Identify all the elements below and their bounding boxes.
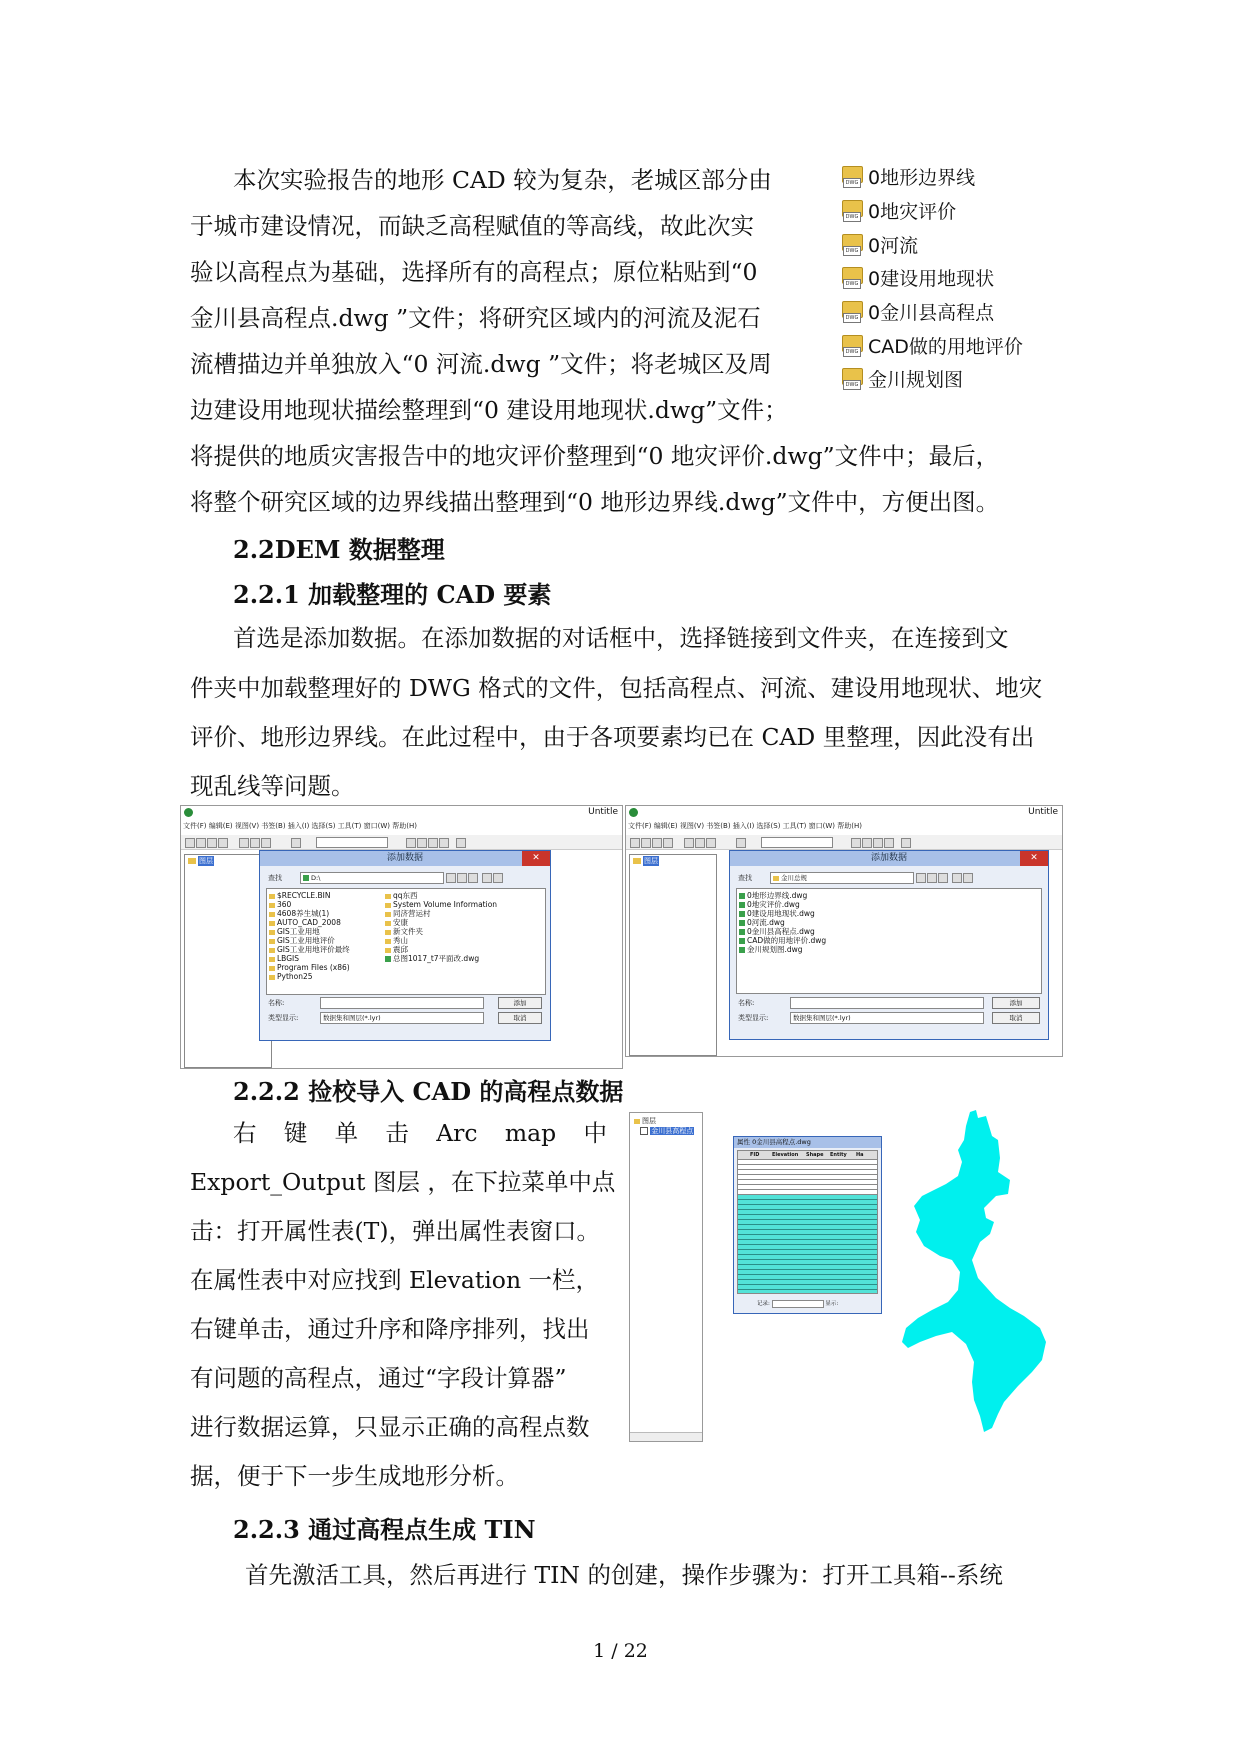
cancel-button[interactable]: 取消	[498, 1012, 542, 1024]
type-dropdown[interactable]: 数据集和图层(*.lyr)	[790, 1012, 984, 1024]
toc-layer-label[interactable]: 图层	[644, 857, 658, 865]
open-icon[interactable]	[641, 838, 651, 848]
heading-2-2-1: 2.2.1 加载整理的 CAD 要素	[233, 580, 552, 609]
details-view-icon[interactable]	[493, 873, 503, 883]
paragraph-1-line-2: 于城市建设情况，而缺乏高程赋值的等高线，故此次实	[190, 212, 754, 240]
arcmap-titlebar	[181, 806, 622, 820]
new-icon[interactable]	[630, 838, 640, 848]
look-in-label: 查找	[738, 874, 752, 882]
paragraph-4: 首先激活工具，然后再进行 TIN 的创建，操作步骤为：打开工具箱--系统	[245, 1561, 1003, 1589]
column-header[interactable]: Shape	[806, 1152, 824, 1158]
terrain-polygon	[902, 1110, 1046, 1432]
window-title: Untitle	[588, 807, 618, 817]
add-data-dialog	[729, 850, 1049, 1040]
record-navigator[interactable]	[772, 1300, 824, 1308]
paragraph-3-line-4: 在属性表中对应找到 Elevation 一栏，	[190, 1266, 600, 1294]
file-item[interactable]	[842, 328, 1023, 362]
paragraph-3-line-1: 右 键 单 击 Arc map 中	[233, 1119, 607, 1147]
type-dropdown[interactable]: 数据集和图层(*.lyr)	[320, 1012, 484, 1024]
python-icon[interactable]	[439, 838, 449, 848]
name-input[interactable]	[320, 997, 484, 1009]
heading-2-2-3: 2.2.3 通过高程点生成 TIN	[233, 1515, 536, 1544]
paragraph-1-line-5: 流槽描边并单独放入“0 河流.dwg ”文件；将老城区及周	[190, 350, 772, 378]
arcmap-screenshot-right	[625, 805, 1063, 1057]
list-item[interactable]: 总图1017_t7平面改.dwg	[385, 954, 497, 963]
look-in-label: 查找	[268, 874, 282, 882]
list-item[interactable]: 4608养生城(1)	[269, 909, 350, 918]
file-name: 0河流	[868, 234, 919, 257]
cut-icon[interactable]	[239, 838, 249, 848]
dwg-file-icon: DWG	[842, 267, 862, 288]
arcmap-icon	[629, 808, 638, 817]
print-icon[interactable]	[218, 838, 228, 848]
list-item[interactable]: 0地形边界线.dwg	[739, 891, 826, 900]
file-item[interactable]	[842, 160, 1023, 194]
layers-icon	[633, 858, 641, 864]
file-browser-list[interactable]	[736, 888, 1042, 994]
menu-bar[interactable]: 文件(F) 编辑(E) 视图(V) 书签(B) 插入(I) 选择(S) 工具(T) 窗口(W) 帮助(H)	[628, 822, 862, 830]
file-name: CAD做的用地评价	[868, 335, 1023, 358]
look-in-dropdown[interactable]: 金川总规	[770, 872, 914, 884]
list-view-icon[interactable]	[482, 873, 492, 883]
save-icon[interactable]	[652, 838, 662, 848]
arctoolbox-icon[interactable]	[873, 838, 883, 848]
file-item[interactable]	[842, 261, 1023, 295]
list-item[interactable]: 同济营运村	[385, 909, 497, 918]
page-number: 1 / 22	[593, 1640, 648, 1662]
list-item[interactable]: $RECYCLE.BIN	[269, 891, 350, 900]
paragraph-3-line-6: 有问题的高程点，通过“字段计算器”	[190, 1364, 567, 1392]
scale-dropdown[interactable]	[761, 837, 833, 848]
rows-normal	[738, 1160, 877, 1195]
paragraph-1-line-8: 将整个研究区域的边界线描出整理到“0 地形边界线.dwg”文件中，方便出图。	[190, 488, 1000, 516]
dwg-file-icon: DWG	[842, 166, 862, 187]
paragraph-3-line-8: 据，便于下一步生成地形分析。	[190, 1462, 519, 1490]
list-item[interactable]: 0地灾评价.dwg	[739, 900, 826, 909]
attribute-table-window	[733, 1136, 882, 1314]
connect-folder-icon[interactable]	[468, 873, 478, 883]
toc-layer[interactable]: 金川县高程点	[640, 1126, 694, 1136]
toc-screenshot	[629, 1112, 703, 1442]
dialog-title: 添加数据	[730, 851, 1048, 866]
rows-selected	[738, 1195, 877, 1293]
column-header[interactable]: FID	[750, 1152, 760, 1158]
list-item[interactable]: LBGIS	[269, 954, 350, 963]
list-item[interactable]: 安康	[385, 918, 497, 927]
heading-2-2: 2.2DEM 数据整理	[233, 535, 445, 564]
paragraph-3-line-3: 击：打开属性表(T)，弹出属性表窗口。	[190, 1217, 601, 1245]
copy-icon[interactable]	[695, 838, 705, 848]
list-item[interactable]: 秀山	[385, 936, 497, 945]
details-view-icon[interactable]	[963, 873, 973, 883]
terrain-boundary-shape	[900, 1110, 1050, 1432]
file-item[interactable]	[842, 295, 1023, 329]
dwg-file-icon: DWG	[842, 234, 862, 255]
paragraph-2-line-1: 首选是添加数据。在添加数据的对话框中，选择链接到文件夹，在连接到文	[233, 624, 1009, 652]
help-icon[interactable]	[901, 838, 911, 848]
copy-icon[interactable]	[250, 838, 260, 848]
catalog-icon[interactable]	[417, 838, 427, 848]
add-button[interactable]: 添加	[498, 997, 542, 1009]
close-button[interactable]: ✕	[1020, 851, 1048, 866]
paragraph-3-line-7: 进行数据运算，只显示正确的高程点数	[190, 1413, 590, 1441]
paragraph-3-line-5: 右键单击，通过升序和降序排列，找出	[190, 1315, 590, 1343]
scale-dropdown[interactable]	[316, 837, 388, 848]
list-item[interactable]: 金川规划图.dwg	[739, 945, 826, 954]
save-icon[interactable]	[207, 838, 217, 848]
up-folder-icon[interactable]	[446, 873, 456, 883]
list-view-icon[interactable]	[952, 873, 962, 883]
home-icon[interactable]	[457, 873, 467, 883]
toc-root[interactable]: 图层	[634, 1116, 656, 1126]
paragraph-2-line-4: 现乱线等问题。	[190, 772, 355, 800]
menu-bar[interactable]: 文件(F) 编辑(E) 视图(V) 书签(B) 插入(I) 选择(S) 工具(T) 窗口(W) 帮助(H)	[183, 822, 417, 830]
arcmap-screenshot-left	[180, 805, 623, 1069]
list-item[interactable]: qq东西	[385, 891, 497, 900]
dwg-file-icon: DWG	[842, 301, 862, 322]
type-label: 类型显示:	[268, 1014, 299, 1022]
list-item[interactable]: System Volume Information	[385, 900, 497, 909]
paragraph-2-line-3: 评价、地形边界线。在此过程中，由于各项要素均已在 CAD 里整理，因此没有出	[190, 723, 1035, 751]
catalog-icon[interactable]	[862, 838, 872, 848]
table-body[interactable]	[737, 1159, 878, 1294]
look-in-dropdown[interactable]: D:\	[300, 872, 444, 884]
list-item[interactable]: GIS工业用地评价最终	[269, 945, 350, 954]
type-label: 类型显示:	[738, 1014, 769, 1022]
table-title: 属性 0金川县高程点.dwg	[734, 1137, 881, 1148]
arctoolbox-icon[interactable]	[428, 838, 438, 848]
list-item[interactable]: CAD做的用地评价.dwg	[739, 936, 826, 945]
file-item[interactable]	[842, 227, 1023, 261]
paragraph-3-line-2: Export_Output 图层 ，在下拉菜单中点	[190, 1168, 616, 1196]
list-item[interactable]: 0河流.dwg	[739, 918, 826, 927]
paragraph-1-line-6: 边建设用地现状描绘整理到“0 建设用地现状.dwg”文件；	[190, 396, 788, 424]
toolbar[interactable]	[626, 835, 1062, 850]
add-button[interactable]: 添加	[992, 997, 1040, 1009]
dialog-title: 添加数据	[260, 851, 550, 866]
list-item[interactable]: 0建设用地现状.dwg	[739, 909, 826, 918]
home-icon[interactable]	[927, 873, 937, 883]
column-header[interactable]: Elevation	[772, 1152, 799, 1158]
editor-icon[interactable]	[851, 838, 861, 848]
file-name: 0建设用地现状	[868, 268, 995, 291]
column-header[interactable]: Ha	[856, 1152, 864, 1158]
layers-icon	[188, 858, 196, 864]
paragraph-2-line-2: 件夹中加载整理好的 DWG 格式的文件，包括高程点、河流、建设用地现状、地灾	[190, 674, 1043, 702]
name-label: 名称:	[738, 999, 755, 1007]
file-name: 金川规划图	[868, 369, 964, 392]
file-name: 0地形边界线	[868, 167, 976, 190]
name-input[interactable]	[790, 997, 984, 1009]
file-name: 0地灾评价	[868, 201, 957, 224]
list-item[interactable]: 新文件夹	[385, 927, 497, 936]
heading-2-2-2: 2.2.2 捡校导入 CAD 的高程点数据	[233, 1077, 624, 1106]
list-item[interactable]: Program Files (x86)	[269, 963, 350, 972]
file-name: 0金川县高程点	[868, 302, 995, 325]
add-data-icon[interactable]	[736, 838, 746, 848]
add-data-dialog	[259, 850, 551, 1041]
help-icon[interactable]	[456, 838, 466, 848]
dwg-file-icon: DWG	[842, 335, 862, 356]
table-of-contents[interactable]	[629, 854, 717, 1056]
window-title: Untitle	[1028, 807, 1058, 817]
print-icon[interactable]	[663, 838, 673, 848]
close-button[interactable]: ✕	[522, 851, 550, 866]
list-item[interactable]: GIS工业用地评价	[269, 936, 350, 945]
new-icon[interactable]	[185, 838, 195, 848]
checkbox-icon[interactable]	[640, 1127, 648, 1135]
paste-icon[interactable]	[706, 838, 716, 848]
python-icon[interactable]	[884, 838, 894, 848]
arcmap-titlebar	[626, 806, 1062, 820]
table-footer: 记录: 显示:	[757, 1301, 839, 1307]
dwg-file-icon: DWG	[842, 200, 862, 221]
list-item[interactable]: GIS工业用地	[269, 927, 350, 936]
list-item[interactable]: AUTO_CAD_2008	[269, 918, 350, 927]
list-item[interactable]: 360	[269, 900, 350, 909]
add-data-icon[interactable]	[291, 838, 301, 848]
right-column	[385, 891, 497, 963]
toolbar[interactable]	[181, 835, 622, 850]
file-browser-list[interactable]	[266, 888, 546, 995]
open-icon[interactable]	[196, 838, 206, 848]
list-item[interactable]: 0金川县高程点.dwg	[739, 927, 826, 936]
connect-folder-icon[interactable]	[938, 873, 948, 883]
paragraph-1-line-7: 将提供的地质灾害报告中的地灾评价整理到“0 地灾评价.dwg”文件中；最后，	[190, 442, 1000, 470]
column-header[interactable]: Entity	[830, 1152, 847, 1158]
dwg-file-list	[842, 160, 1023, 396]
paste-icon[interactable]	[261, 838, 271, 848]
cut-icon[interactable]	[684, 838, 694, 848]
scrollbar[interactable]	[630, 1432, 702, 1441]
paragraph-1-line-4: 金川县高程点.dwg ”文件；将研究区域内的河流及泥石	[190, 304, 761, 332]
up-folder-icon[interactable]	[916, 873, 926, 883]
name-label: 名称:	[268, 999, 285, 1007]
file-item[interactable]	[842, 362, 1023, 396]
dwg-file-icon: DWG	[842, 368, 862, 389]
editor-icon[interactable]	[406, 838, 416, 848]
list-item[interactable]: 震邱	[385, 945, 497, 954]
file-item[interactable]	[842, 194, 1023, 228]
paragraph-1-line-3: 验以高程点为基础，选择所有的高程点；原位粘贴到“0	[190, 258, 758, 286]
left-column	[269, 891, 350, 981]
cancel-button[interactable]: 取消	[992, 1012, 1040, 1024]
arcmap-icon	[184, 808, 193, 817]
paragraph-1-line-1: 本次实验报告的地形 CAD 较为复杂，老城区部分由	[233, 166, 772, 194]
list-item[interactable]: Python25	[269, 972, 350, 981]
toc-layer-label[interactable]: 图层	[199, 857, 213, 865]
